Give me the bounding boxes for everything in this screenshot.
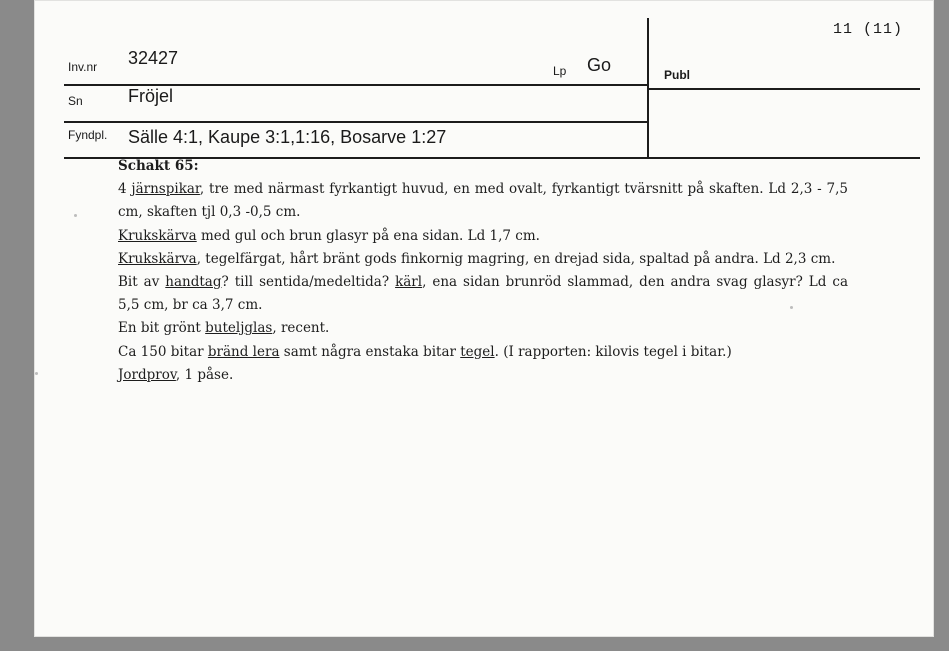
- term-buteljglas: buteljglas: [205, 320, 273, 337]
- header-rule-1: [64, 84, 647, 86]
- page-count: 11 (11): [833, 21, 904, 38]
- term-karl: kärl: [395, 274, 423, 291]
- catalog-card: [34, 0, 934, 637]
- entry-2: Krukskärva med gul och brun glasyr på ena sidan. Ld 1,7 cm.: [118, 227, 540, 244]
- term-brand-lera: bränd lera: [207, 343, 280, 360]
- section-heading: Schakt 65:: [118, 158, 199, 174]
- invnr-label: Inv.nr: [68, 60, 98, 74]
- term-handtag: handtag: [165, 274, 222, 291]
- term-krukskarva: Krukskärva: [118, 227, 197, 244]
- entry-1: 4 järnspikar, tre med närmast fyrkantigt huvud, en med ovalt, fyrkantigt tvärsnitt på skaften. Ld 2,3 - 7,5 cm, skaften tjl 0,3 -0,5 cm.: [118, 181, 848, 221]
- entry-3: Krukskärva, tegelfärgat, hårt bränt gods finkornig magring, en drejad sida, spaltad på andra. Ld 2,3 cm.: [118, 250, 836, 267]
- term-jordprov: Jordprov: [118, 366, 176, 383]
- term-tegel: tegel: [460, 343, 495, 360]
- sn-label: Sn: [68, 94, 83, 108]
- entry-6: Ca 150 bitar bränd lera samt några enstaka bitar tegel. (I rapporten: kilovis tegel i bitar.): [118, 343, 732, 360]
- term-krukskarva-2: Krukskärva: [118, 250, 197, 267]
- invnr-value: 32427: [128, 48, 179, 68]
- entry-7: Jordprov, 1 påse.: [118, 366, 234, 383]
- scan-speck: [74, 214, 77, 217]
- lp-label: Lp: [553, 64, 567, 78]
- sn-value: Fröjel: [128, 86, 174, 106]
- scan-speck: [35, 372, 38, 375]
- publ-label: Publ: [664, 68, 690, 82]
- fyndpl-label: Fyndpl.: [68, 128, 108, 142]
- publ-rule: [649, 88, 920, 90]
- entry-5: En bit grönt buteljglas, recent.: [118, 320, 330, 337]
- lp-value: Go: [587, 55, 612, 75]
- header-rule-2: [64, 121, 647, 123]
- term-jarnspikar: järnspikar: [131, 181, 200, 198]
- fyndpl-value: Sälle 4:1, Kaupe 3:1,1:16, Bosarve 1:27: [128, 127, 447, 147]
- description-text: [118, 155, 848, 387]
- entry-4: Bit av handtag? till sentida/medeltida? kärl, ena sidan brunröd slammad, den andra svag glasyr? Ld ca 5,5 cm, br ca 3,7 cm.: [118, 274, 848, 314]
- scan-speck: [790, 306, 793, 309]
